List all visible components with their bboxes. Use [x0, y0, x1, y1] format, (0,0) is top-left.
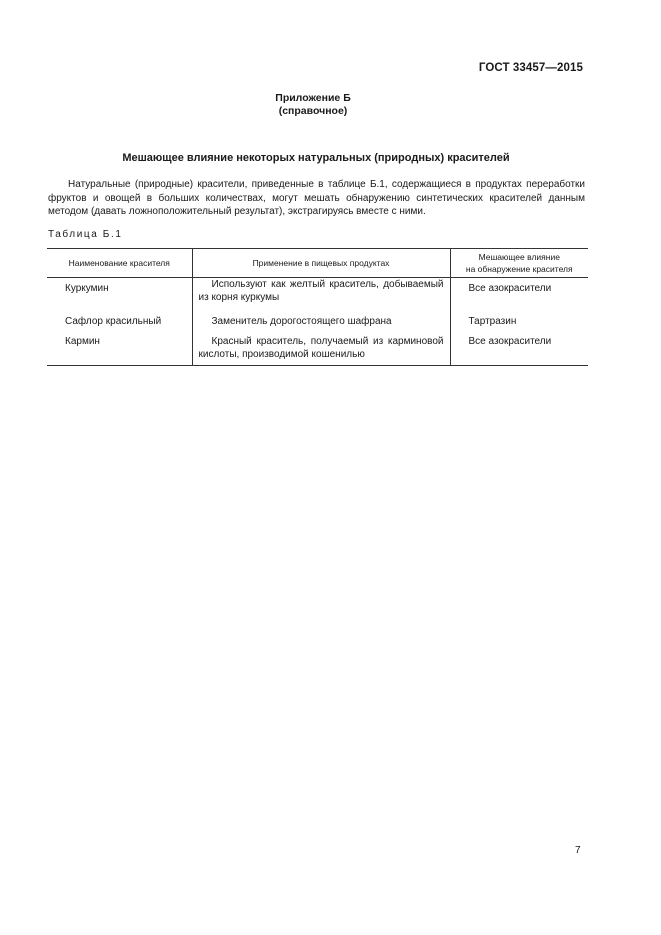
page-number: 7	[575, 845, 581, 856]
table-header-row	[47, 249, 588, 278]
cell-usage-text: Красный краситель, получаемый из карминовой кислоты, производимой кошенилью	[198, 336, 444, 360]
table-row	[47, 315, 588, 335]
dyes-table	[47, 248, 588, 366]
cell-interference: Все азокрасители	[450, 335, 588, 366]
header-interference	[450, 249, 588, 278]
table-caption: Таблица Б.1	[48, 229, 123, 240]
table-row	[47, 278, 588, 316]
annex-type: (справочное)	[278, 105, 348, 117]
body-paragraph	[48, 178, 585, 219]
table-row	[47, 335, 588, 366]
header-usage: Применение в пищевых продуктах	[192, 249, 450, 278]
header-dye-name: Наименование красителя	[47, 249, 192, 278]
cell-interference: Все азокрасители	[450, 278, 588, 316]
cell-usage	[192, 335, 450, 366]
cell-dye-name: Куркумин	[65, 283, 109, 294]
cell-usage	[192, 315, 450, 335]
cell-dye-name: Сафлор красильный	[65, 316, 162, 327]
annex-heading	[0, 92, 626, 118]
header-interference-line1: Мешающее влияние	[478, 252, 560, 262]
cell-usage	[192, 278, 450, 316]
cell-dye-name: Кармин	[47, 335, 192, 366]
paragraph-text: Натуральные (природные) красители, приведенные в таблице Б.1, содержащиеся в продуктах переработки фруктов и овощей в больших количествах, могут мешать обнаружению синтетических красителей данным методом (давать ложноположительный результат), экстрагируясь вместе с ними.	[48, 179, 585, 217]
cell-interference: Тартразин	[450, 315, 588, 335]
document-code: ГОСТ 33457—2015	[478, 62, 583, 74]
section-title: Мешающее влияние некоторых натуральных (природных) красителей	[122, 152, 510, 164]
header-interference-line2: на обнаружение красителя	[465, 264, 573, 274]
annex-title: Приложение Б	[275, 92, 351, 104]
cell-usage-text: Заменитель дорогостоящего шафрана	[211, 316, 392, 327]
cell-usage-text: Используют как желтый краситель, добываемый из корня куркумы	[198, 279, 444, 303]
